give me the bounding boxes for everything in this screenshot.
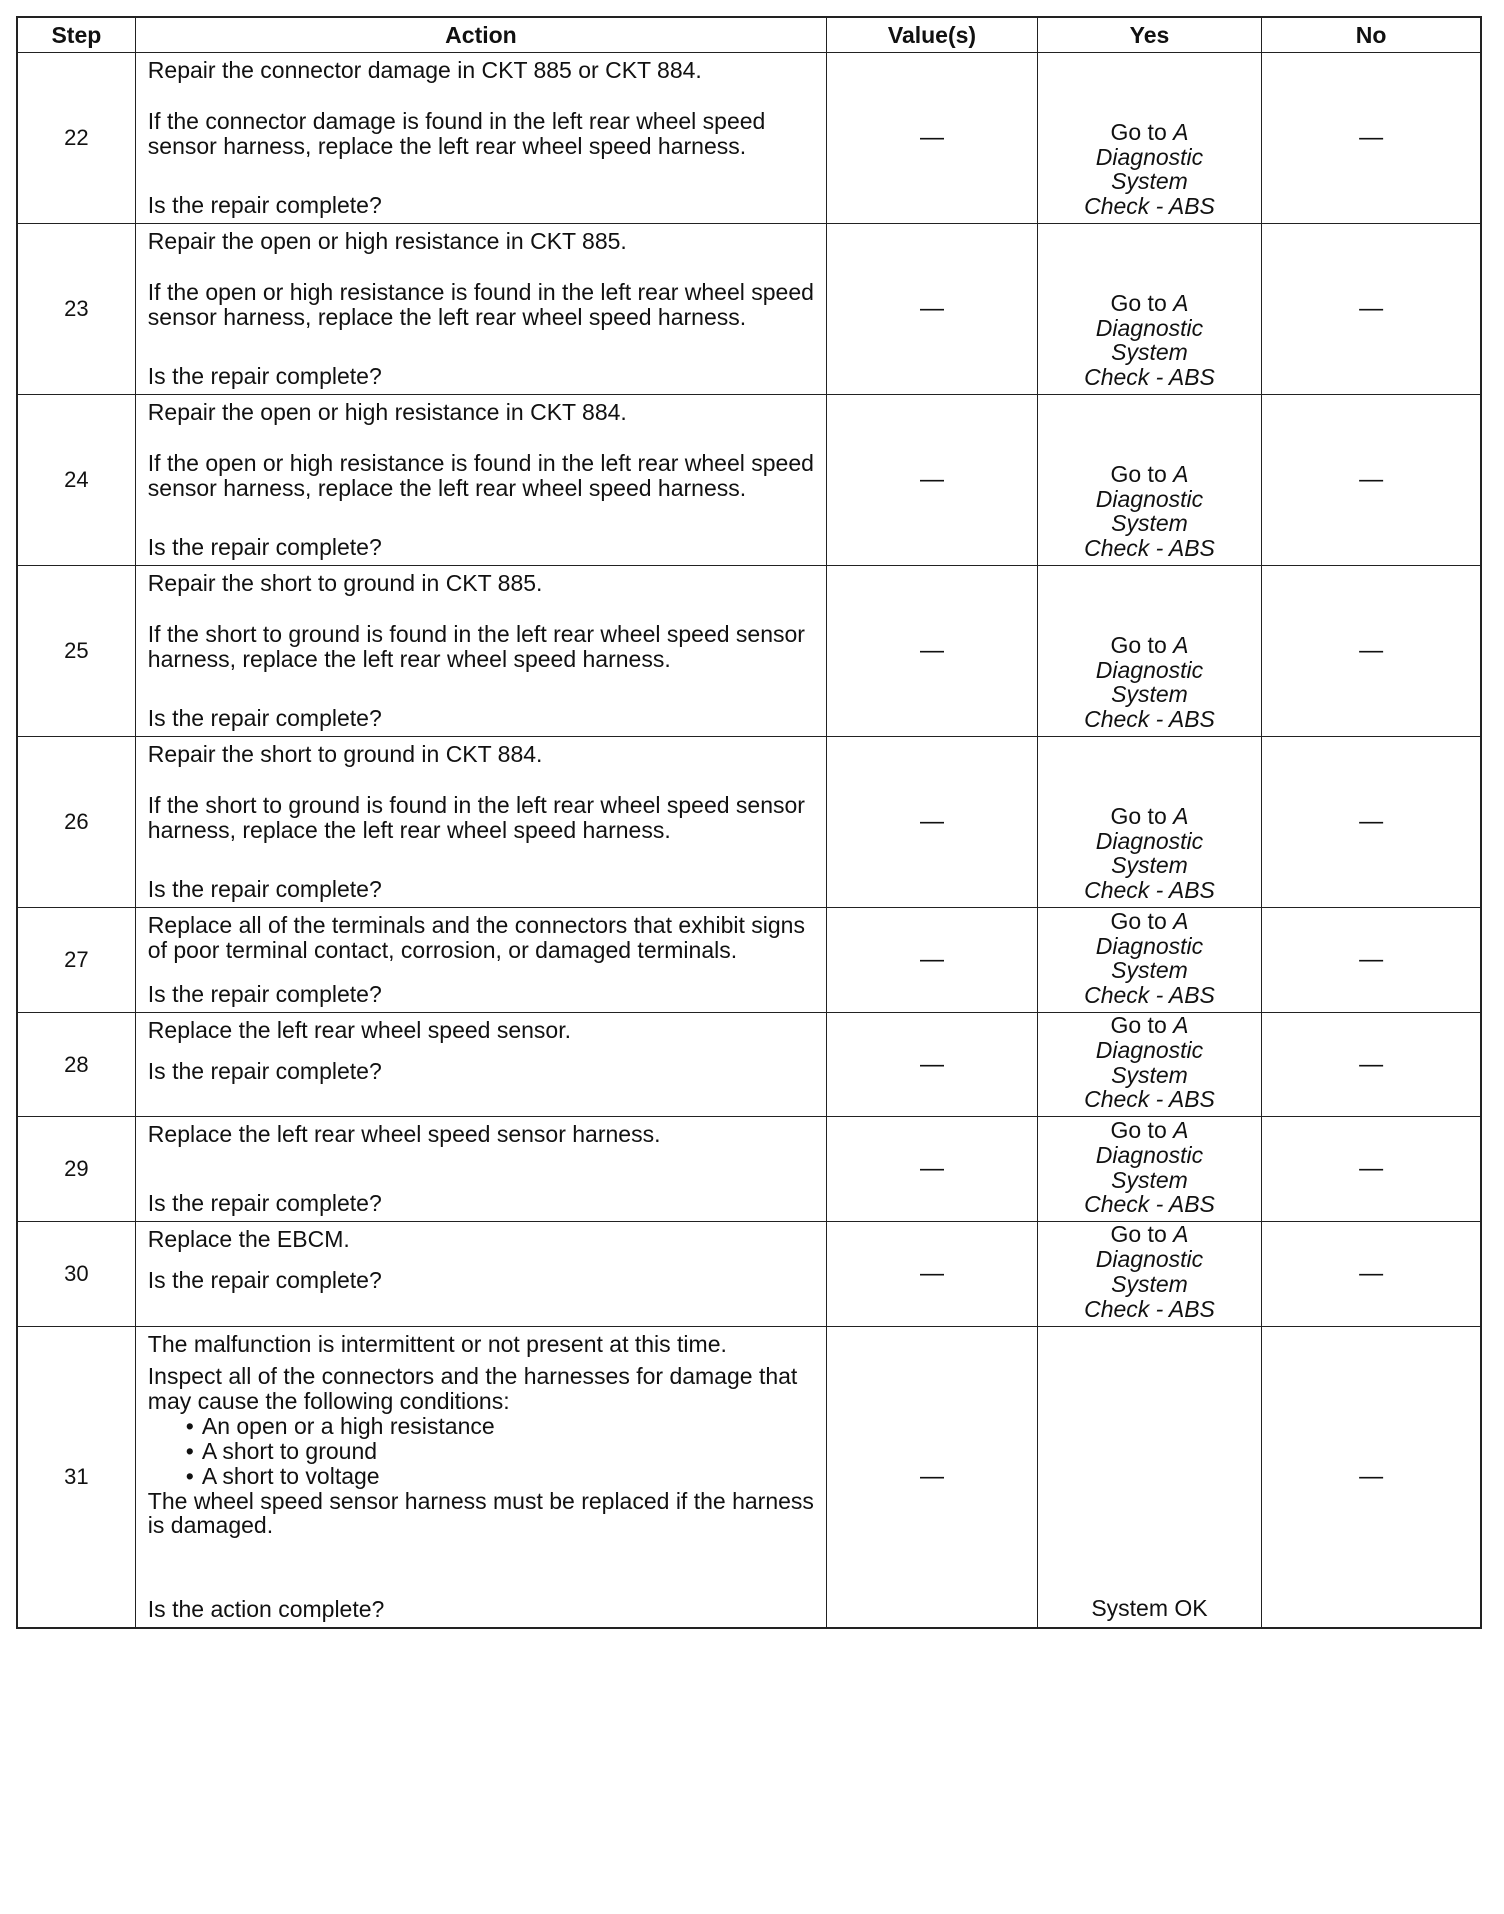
yes-goto: Go to A Diagnostic System Check - ABS — [1037, 224, 1261, 395]
action-condition: If the connector damage is found in the left rear wheel speed sensor harness, replace the left rear wheel speed harness. — [147, 107, 766, 159]
action-cell — [135, 1117, 826, 1222]
action-question: Is the action complete? — [147, 1595, 385, 1622]
table-row — [17, 908, 1481, 1013]
step-number: 31 — [17, 1326, 135, 1628]
table-row — [17, 1013, 1481, 1117]
value-cell: — — [827, 395, 1038, 566]
action-instruction: Repair the open or high resistance in CKT 885. — [147, 228, 627, 254]
step-number: 29 — [17, 1117, 135, 1222]
step-number: 27 — [17, 908, 135, 1013]
no-cell: — — [1262, 566, 1481, 737]
action-cell — [135, 737, 826, 908]
header-yes: Yes — [1037, 17, 1261, 53]
yes-result: System OK — [1037, 1326, 1261, 1628]
value-cell: — — [827, 1117, 1038, 1222]
step-number: 25 — [17, 566, 135, 737]
action-cell — [135, 1222, 826, 1326]
no-cell: — — [1262, 1117, 1481, 1222]
action-cell — [135, 566, 826, 737]
table-row — [17, 224, 1481, 395]
action-question: Is the repair complete? — [147, 192, 382, 219]
no-cell: — — [1262, 1222, 1481, 1326]
action-condition: If the short to ground is found in the left rear wheel speed sensor harness, replace the left rear wheel speed harness. — [147, 620, 805, 672]
action-instruction: Replace the left rear wheel speed sensor. — [147, 1017, 571, 1043]
step-number: 24 — [17, 395, 135, 566]
action-cell — [135, 1326, 826, 1628]
value-cell: — — [827, 1013, 1038, 1117]
table-row — [17, 566, 1481, 737]
action-inspection: Inspect all of the connectors and the harnesses for damage that may cause the following conditions: — [147, 1363, 798, 1415]
action-question: Is the repair complete? — [147, 981, 382, 1008]
action-note: The wheel speed sensor harness must be replaced if the harness is damaged. — [147, 1487, 814, 1539]
action-cell — [135, 908, 826, 1013]
no-cell: — — [1262, 224, 1481, 395]
yes-goto: Go to A Diagnostic System Check - ABS — [1037, 1222, 1261, 1326]
no-cell: — — [1262, 737, 1481, 908]
action-condition: If the short to ground is found in the left rear wheel speed sensor harness, replace the left rear wheel speed harness. — [147, 791, 805, 843]
yes-goto: Go to A Diagnostic System Check - ABS — [1037, 908, 1261, 1013]
table-row — [17, 1326, 1481, 1628]
action-cell — [135, 224, 826, 395]
step-number: 23 — [17, 224, 135, 395]
no-cell: — — [1262, 53, 1481, 224]
action-cell — [135, 395, 826, 566]
yes-goto: Go to A Diagnostic System Check - ABS — [1037, 737, 1261, 908]
action-instruction: Replace all of the terminals and the connectors that exhibit signs of poor terminal contact, corrosion, or damaged terminals. — [147, 912, 805, 963]
step-number: 30 — [17, 1222, 135, 1326]
no-cell: — — [1262, 1326, 1481, 1628]
table-row — [17, 1117, 1481, 1222]
step-number: 26 — [17, 737, 135, 908]
action-instruction: Repair the short to ground in CKT 885. — [147, 570, 543, 596]
value-cell: — — [827, 737, 1038, 908]
no-cell: — — [1262, 395, 1481, 566]
value-cell: — — [827, 908, 1038, 1013]
action-question: Is the repair complete? — [147, 1190, 382, 1217]
header-action: Action — [135, 17, 826, 53]
list-item: • A short to ground — [186, 1439, 818, 1464]
step-number: 22 — [17, 53, 135, 224]
header-values: Value(s) — [827, 17, 1038, 53]
value-cell: — — [827, 1222, 1038, 1326]
header-step: Step — [17, 17, 135, 53]
action-question: Is the repair complete? — [147, 876, 382, 903]
action-question: Is the repair complete? — [147, 1267, 382, 1294]
list-item: • An open or a high resistance — [186, 1414, 818, 1439]
value-cell: — — [827, 566, 1038, 737]
table-row — [17, 1222, 1481, 1326]
action-question: Is the repair complete? — [147, 363, 382, 390]
action-cell — [135, 53, 826, 224]
action-condition: If the open or high resistance is found in the left rear wheel speed sensor harness, replace the left rear wheel speed harness. — [147, 449, 814, 501]
condition-list — [148, 1414, 818, 1488]
action-condition: If the open or high resistance is found in the left rear wheel speed sensor harness, replace the left rear wheel speed harness. — [147, 278, 814, 330]
action-instruction: Repair the connector damage in CKT 885 or CKT 884. — [147, 57, 702, 83]
no-cell: — — [1262, 1013, 1481, 1117]
value-cell: — — [827, 224, 1038, 395]
table-row — [17, 395, 1481, 566]
value-cell: — — [827, 1326, 1038, 1628]
action-instruction: Replace the left rear wheel speed sensor harness. — [147, 1121, 661, 1148]
action-question: Is the repair complete? — [147, 705, 382, 732]
action-cell — [135, 1013, 826, 1117]
yes-goto: Go to A Diagnostic System Check - ABS — [1037, 53, 1261, 224]
diagnostic-table — [16, 16, 1482, 1629]
diagnostic-table-page — [16, 16, 1482, 1629]
yes-goto: Go to A Diagnostic System Check - ABS — [1037, 1013, 1261, 1117]
yes-goto: Go to A Diagnostic System Check - ABS — [1037, 395, 1261, 566]
table-row — [17, 737, 1481, 908]
action-instruction: Replace the EBCM. — [147, 1226, 350, 1253]
header-no: No — [1262, 17, 1481, 53]
table-row — [17, 53, 1481, 224]
yes-goto: Go to A Diagnostic System Check - ABS — [1037, 1117, 1261, 1222]
action-instruction: The malfunction is intermittent or not present at this time. — [147, 1330, 727, 1357]
action-instruction: Repair the short to ground in CKT 884. — [147, 741, 543, 767]
action-question: Is the repair complete? — [147, 1058, 382, 1085]
action-instruction: Repair the open or high resistance in CKT 884. — [147, 399, 627, 425]
no-cell: — — [1262, 908, 1481, 1013]
action-question: Is the repair complete? — [147, 534, 382, 561]
step-number: 28 — [17, 1013, 135, 1117]
header-row — [17, 17, 1481, 53]
list-item: • A short to voltage — [186, 1464, 818, 1489]
value-cell: — — [827, 53, 1038, 224]
yes-goto: Go to A Diagnostic System Check - ABS — [1037, 566, 1261, 737]
